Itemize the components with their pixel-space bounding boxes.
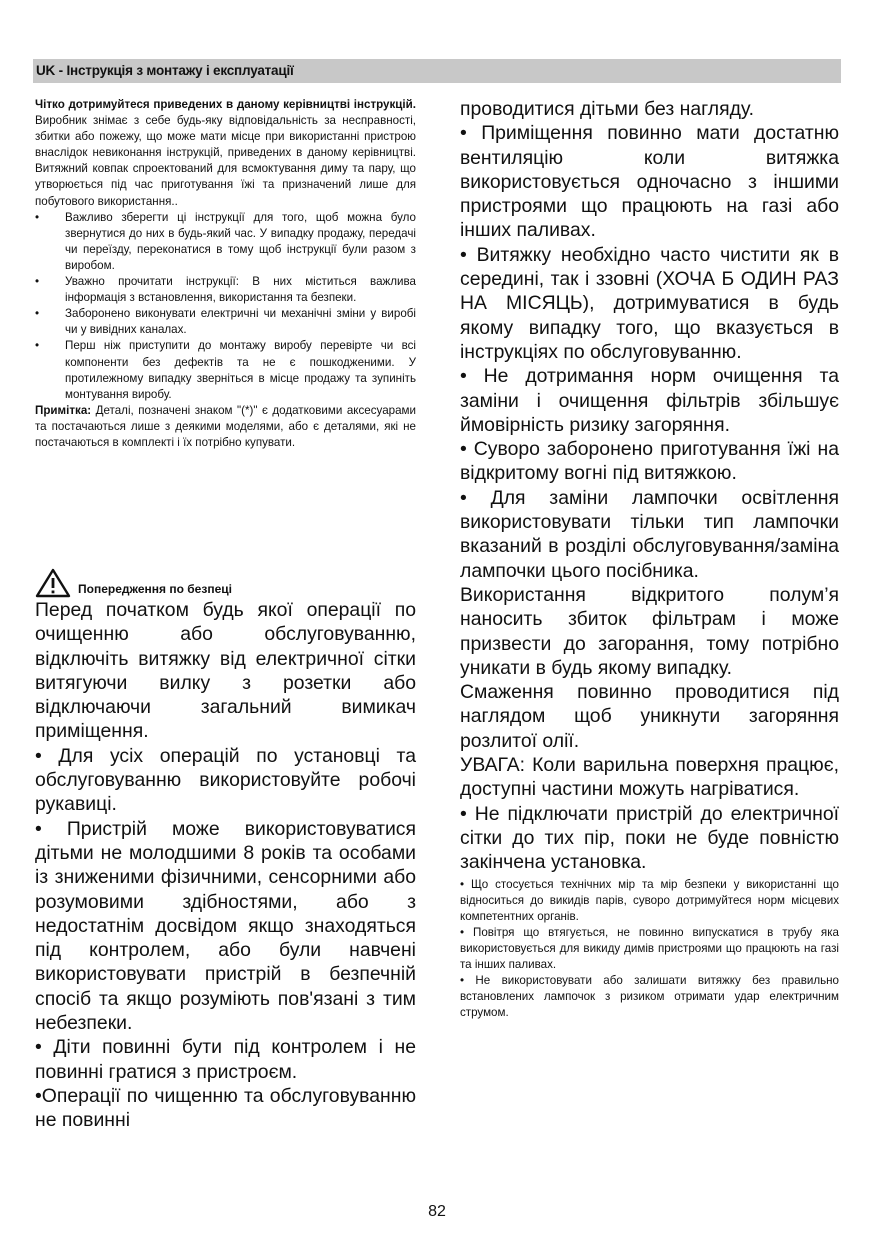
small-paragraph: • Що стосується технічних мір та мір безпеки у використанні що відноситься до викидів парів, суворо дотримуйтеся норм місцевих компетентних органів.	[460, 877, 839, 923]
intro-bullet: • Заборонено виконувати електричні чи механічні зміни у виробі чи у вивідних каналах.	[35, 306, 416, 338]
warning-paragraph: • Суворо заборонено приготування їжі на відкритому вогні під витяжкою.	[460, 438, 839, 485]
safety-warning-title: Попередження по безпеці	[78, 582, 232, 596]
warning-triangle-icon	[35, 568, 71, 598]
small-paragraph: • Повітря що втягується, не повинно випускатися в трубу яка використовується для викиду димів пристроями що працюють на газі та інших паливах.	[460, 925, 839, 971]
intro-bullet: • Уважно прочитати інструкції: В них міститься важлива інформація з встановлення, використання та безпеки.	[35, 274, 416, 306]
intro-bullet-list	[35, 210, 416, 403]
warning-paragraph: • Для усіх операцій по установці та обслуговуванню використовуйте робочі рукавиці.	[35, 744, 416, 816]
warning-paragraph: • Діти повинні бути під контролем і не повинні гратися з пристроєм.	[35, 1036, 416, 1083]
warning-paragraph: проводитися дітьми без нагляду.	[460, 98, 755, 120]
warning-paragraph: • Витяжку необхідно часто чистити як в середині, так і ззовні (ХОЧА Б ОДИН РАЗ НА МІСЯЦЬ), дотримуватися в будь якому випадку того, що вказується в інструкціях по обслуговуванню.	[460, 243, 839, 363]
warning-paragraph: Використання відкритого полум’я наносить збиток фільтрам і може призвести до загорання, тому потрібно уникати в будь якому випадку.	[460, 583, 839, 679]
intro-text: Виробник знімає з себе будь-яку відповідальність за несправності, збитки або пожежу, що може мати місце при використанні пристрою внаслідок невиконання інструкцій, приведених в даному керівництві. Витяжний ковпак спроектований для всмоктування диму та пару, що утворюється під час приготування їжі та призначений лише для побутового використання..	[35, 114, 416, 208]
safety-warning-heading	[35, 568, 416, 600]
warning-paragraph: • Не дотримання норм очищення та заміни і очищення фільтрів збільшує ймовірність ризику загоряння.	[460, 365, 839, 436]
warning-paragraph: • Для заміни лампочки освітлення використовувати тільки тип лампочки вказаний в розділі обслуговування/заміна лампочки цього посібника.	[460, 486, 839, 582]
header-bar	[33, 59, 841, 83]
intro-bullet: • Важливо зберегти ці інструкції для того, щоб можна було звернутися до них в будь-який час. У випадку продажу, передачі чи переїзду, переконатися в тому щоб інструкції були разом з виробом.	[35, 210, 416, 274]
warning-paragraph: Перед початком будь якої операції по очищенню або обслуговуванню, відключіть витяжку від електричної сітки витягуючи вилку з розетки або відключаючи загальний вимикач приміщення.	[35, 599, 416, 743]
intro-bullet: • Перш ніж приступити до монтажу виробу перевірте чи всі компоненти без дефектів та не є пошкодженими. У протилежному випадку зверніться в місце продажу та зупиніть монтування виробу.	[35, 338, 416, 402]
small-paragraph: • Не використовувати або залишати витяжку без правильно встановлених лампочок з ризиком отримати удар електричним струмом.	[460, 974, 839, 1020]
warning-paragraph: •Операції по чищенню та обслуговуванню не повинні	[35, 1084, 416, 1132]
intro-section	[35, 97, 416, 451]
safety-warning-body	[35, 598, 416, 1133]
intro-bold-lead: Чітко дотримуйтеся приведених в даному керівництві інструкцій.	[35, 98, 416, 111]
warning-paragraph: • Не підключати пристрій до електричної сітки до тих пір, поки не буде повністю закінчена установка.	[460, 802, 839, 874]
right-large-section	[460, 97, 839, 875]
right-column	[460, 97, 839, 1021]
warning-paragraph: УВАГА: Коли варильна поверхня працює, доступні частини можуть нагріватися.	[460, 754, 839, 801]
note-label: Примітка:	[35, 403, 92, 417]
note-text: Деталі, позначені знаком "(*)" є додатковими аксесуарами та постачаються лише з деякими моделями, або є деталями, які не постачаються в комплекті і їх потрібно купувати.	[35, 403, 416, 449]
right-small-section	[460, 877, 839, 1022]
warning-paragraph: Смаження повинно проводитися під наглядом щоб уникнути загоряння розлитої олії.	[460, 681, 839, 752]
warning-paragraph: • Приміщення повинно мати достатню вентиляцію коли витяжка використовується одночасно з іншими пристроями що працюють на газі або інших паливах.	[460, 122, 839, 242]
intro-paragraph	[35, 97, 416, 210]
note-paragraph	[35, 403, 416, 451]
page-title: UK - Інструкція з монтажу і експлуатації	[36, 63, 294, 78]
page-number: 82	[428, 1203, 446, 1220]
warning-paragraph: • Пристрій може використовуватися дітьми не молодшими 8 років та особами із зниженими фізичними, сенсорними або розумовими здібностями, або з недостатнім досвідом якщо знаходяться під контролем, або були навчені використовувати пристрій в безпечній спосіб та якщо розуміють пов'язані з тим небезпеки.	[35, 817, 416, 1035]
